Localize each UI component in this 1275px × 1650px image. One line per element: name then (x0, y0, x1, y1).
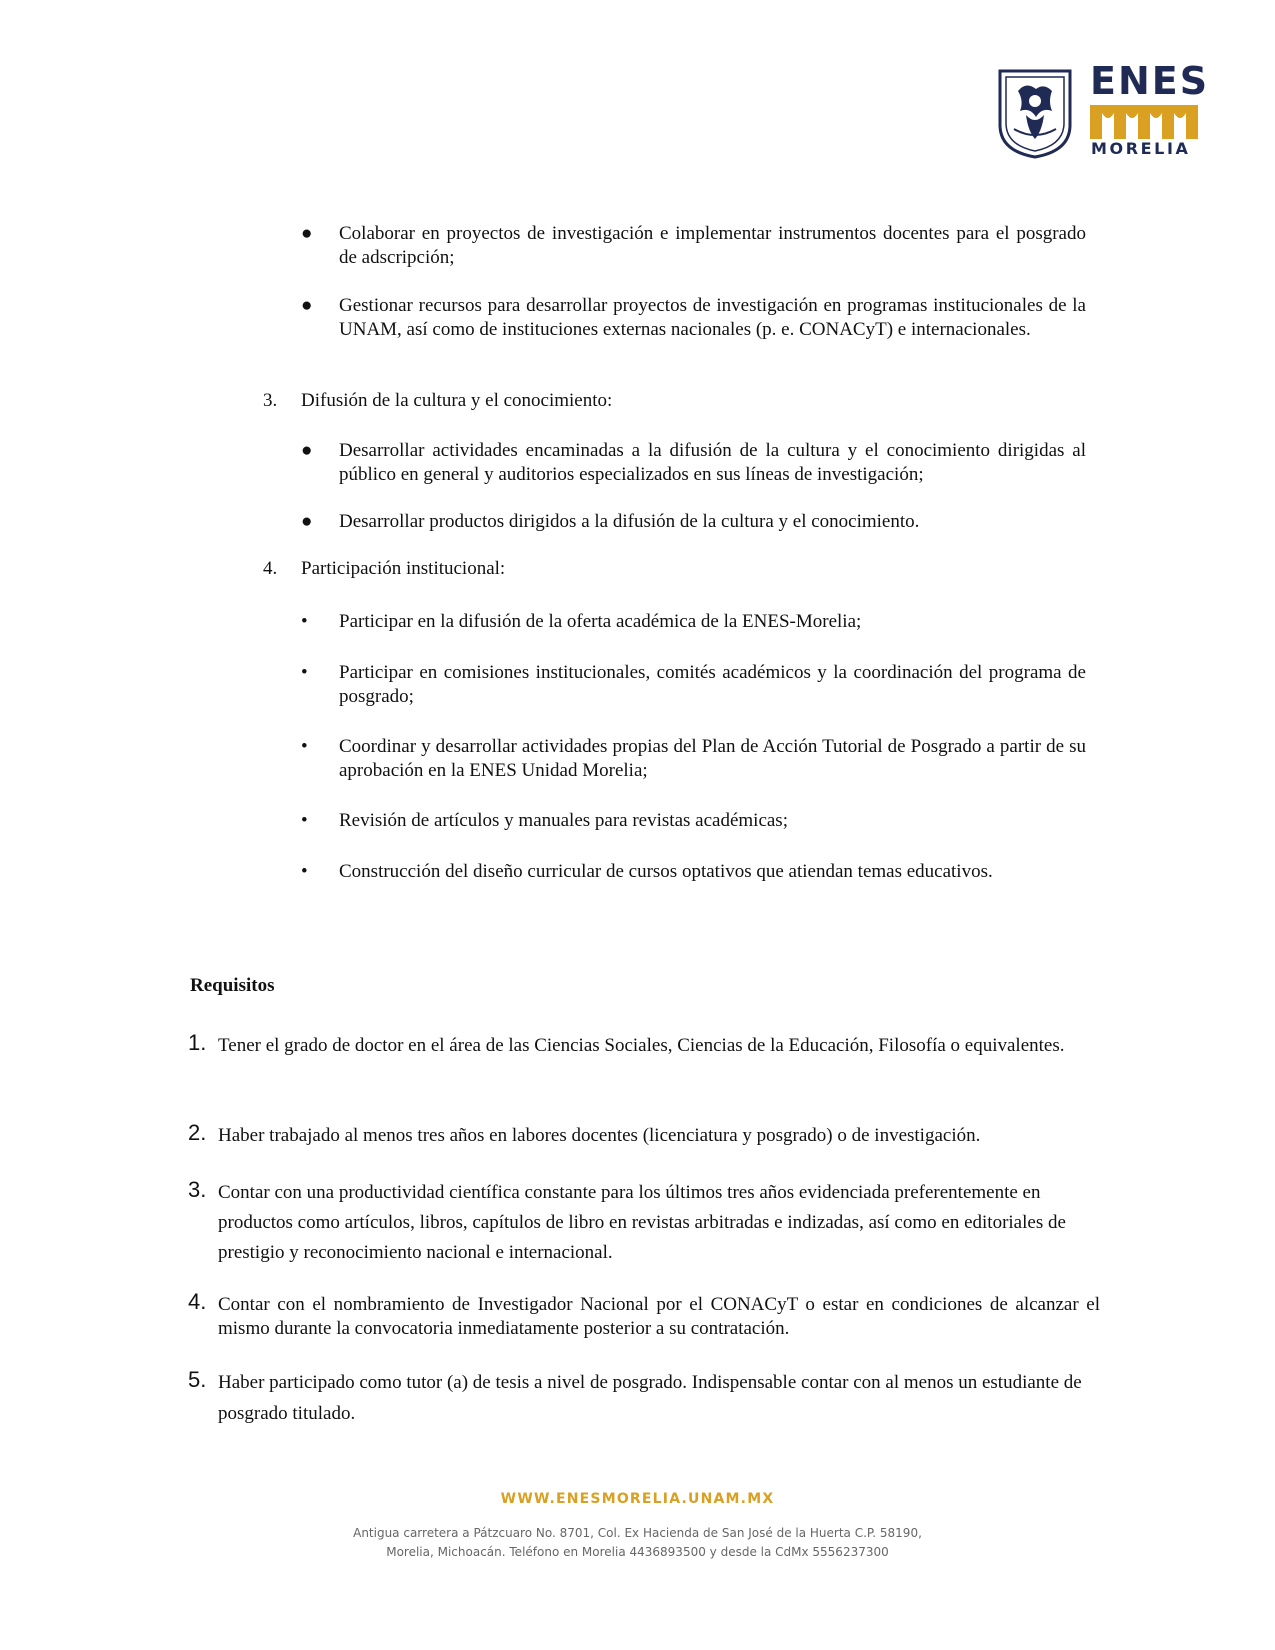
footer-website-link[interactable]: WWW.ENESMORELIA.UNAM.MX (500, 1491, 775, 1507)
enes-logo-text: ENES (1090, 59, 1210, 103)
section-title: Participación institucional: (301, 558, 506, 579)
list-item-text: Coordinar y desarrollar actividades propias del Plan de Acción Tutorial de Posgrado a partir de su aprobación en la ENES Unidad Morelia; (339, 736, 1086, 781)
list-item-text: Construcción del diseño curricular de cursos optativos que atiendan temas educativos. (339, 861, 993, 882)
list-item-text: Revisión de artículos y manuales para revistas académicas; (339, 810, 788, 831)
requirement-text: Tener el grado de doctor en el área de las Ciencias Sociales, Ciencias de la Educación, Filosofía o equivalentes. (218, 1035, 1065, 1056)
requirement-text: Contar con el nombramiento de Investigador Nacional por el CONACyT o estar en condiciones de alcanzar el mismo durante la convocatoria inmediatamente posterior a su contratación. (218, 1294, 1100, 1339)
requirement-number: 1. (188, 1030, 207, 1055)
list-item (301, 294, 1086, 341)
section-title: Difusión de la cultura y el conocimiento: (301, 390, 613, 411)
section-number: 4. (263, 558, 278, 579)
header-logos (996, 59, 1210, 161)
requirement-item (188, 1030, 1100, 1061)
bullet-icon: • (301, 861, 308, 882)
list-item (301, 439, 1086, 486)
requirement-number: 4. (188, 1289, 207, 1314)
requirement-item (188, 1120, 1100, 1151)
bullet-icon: ● (301, 223, 313, 244)
footer-address: Antigua carretera a Pátzcuaro No. 8701, Col. Ex Hacienda de San José de la Huerta C.P. 58190, (353, 1526, 922, 1540)
bullet-icon: ● (301, 440, 313, 461)
requirement-item (188, 1289, 1100, 1341)
footer-phone: Morelia, Michoacán. Teléfono en Morelia 4436893500 y desde la CdMx 5556237300 (386, 1545, 889, 1559)
requisitos-heading: Requisitos (190, 975, 275, 996)
requirement-item (188, 1178, 1100, 1268)
list-item (301, 610, 1086, 634)
list-item-text: Desarrollar actividades encaminadas a la difusión de la cultura y el conocimiento dirigidas al público en general y auditorios especializados en sus líneas de investigación; (339, 440, 1086, 485)
requirement-text: Haber trabajado al menos tres años en labores docentes (licenciatura y posgrado) o de investigación. (218, 1125, 981, 1146)
bullet-icon: • (301, 810, 308, 831)
requirement-item (188, 1367, 1100, 1429)
list-item (301, 661, 1086, 708)
bullet-icon: ● (301, 295, 313, 316)
bullet-icon: ● (301, 511, 313, 532)
requirement-number: 3. (188, 1177, 207, 1202)
morelia-logo-text: MORELIA (1091, 139, 1191, 158)
list-item (301, 222, 1086, 269)
requirement-number: 2. (188, 1120, 207, 1145)
list-item-text: Participar en comisiones institucionales, comités académicos y la coordinación del programa de posgrado; (339, 662, 1086, 707)
list-item (301, 735, 1086, 782)
list-item (301, 860, 1086, 884)
aqueduct-icon (1090, 105, 1198, 139)
unam-seal-icon (996, 67, 1074, 159)
section-number: 3. (263, 390, 278, 411)
list-item-text: Desarrollar productos dirigidos a la difusión de la cultura y el conocimiento. (339, 511, 920, 532)
section-heading (263, 389, 612, 413)
section-heading (263, 557, 505, 581)
requirement-text: Contar con una productividad científica constante para los últimos tres años evidenciada preferentemente en productos como artículos, libros, capítulos de libro en revistas arbitradas e indizadas, así como en editoriales de prestigio y reconocimiento nacional e internacional. (218, 1182, 1066, 1263)
list-item (301, 809, 1086, 833)
list-item (301, 510, 1086, 534)
requirement-text: Haber participado como tutor (a) de tesis a nivel de posgrado. Indispensable contar con al menos un estudiante de posgrado titulado. (218, 1372, 1082, 1424)
bullet-icon: • (301, 611, 308, 632)
bullet-icon: • (301, 736, 308, 757)
list-item-text: Participar en la difusión de la oferta académica de la ENES-Morelia; (339, 611, 862, 632)
requirement-number: 5. (188, 1367, 207, 1392)
list-item-text: Gestionar recursos para desarrollar proyectos de investigación en programas institucionales de la UNAM, así como de instituciones externas nacionales (p. e. CONACyT) e internacionales. (339, 295, 1086, 340)
bullet-icon: • (301, 662, 308, 683)
list-item-text: Colaborar en proyectos de investigación e implementar instrumentos docentes para el posgrado de adscripción; (339, 223, 1086, 268)
